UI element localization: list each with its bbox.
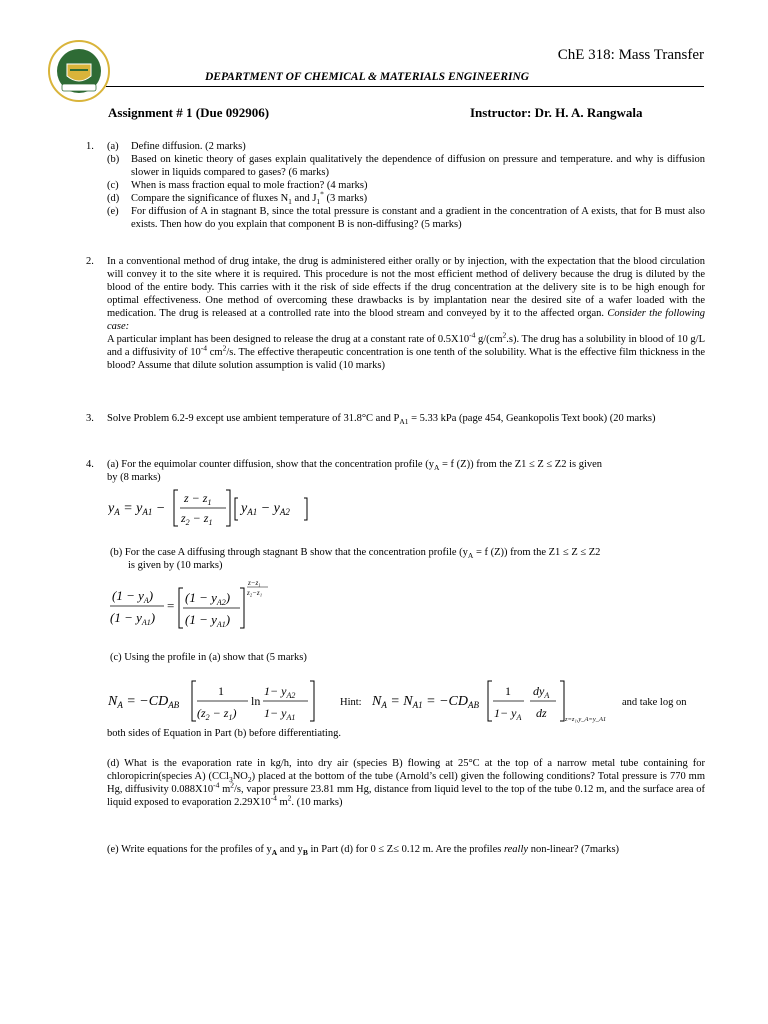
- question-2: [107, 255, 705, 372]
- svg-text:1− yA2: $1- y_{A2}$: [264, 684, 296, 700]
- svg-text:dyA: $dy_A$: [533, 684, 550, 700]
- question-4-number: 4.: [86, 459, 94, 470]
- question-1b: [107, 153, 705, 179]
- svg-text:(z2 − z1): $(z_2 - z_1)$: [197, 706, 237, 722]
- equation-4a: [108, 486, 318, 534]
- svg-text:z − z1: $z - z_1$: [184, 491, 212, 507]
- take-log-text: and take log on: [622, 697, 687, 708]
- label: (e): [107, 206, 119, 217]
- svg-text:yA = yA1 −: $y_A = y_{A1}$ −: [108, 501, 166, 517]
- question-4c-text: (c) Using the profile in (a) show that (5 marks): [110, 652, 307, 663]
- question-1e-text: For diffusion of A in stagnant B, since the total pressure is constant and a gradient in the concentration of A exists, that for B must also exists. Then how do you explain that component B is non-diffusing? (5 marks): [131, 206, 705, 230]
- both-sides-text: both sides of Equation in Part (b) before differentiating.: [107, 728, 341, 739]
- question-3-number: 3.: [86, 413, 94, 424]
- question-1c-text: When is mass fraction equal to mole fraction? (4 marks): [131, 180, 368, 191]
- question-4d-text: (d) What is the evaporation rate in kg/h, into dry air (species B) flowing at 25°C at the top of a narrow metal tube containing for chloropicrin(species A) $(CCl_3NO_2)$ placed at the bottom of the tube (Arnold’s cell) given the following conditions? Total pressure is 770 mm Hg, diffusivity $0.088X10^{-4}$ $m^2/s$, vapor pressure 23.81 mm Hg, distance from liquid level to the top of the tube 0.12 m, and the surface area of liquid exposed to evaporation $2.29X10^{-4}$ $m^2$. (10 marks): [107, 758, 705, 808]
- svg-text:=: =: [167, 598, 175, 613]
- university-logo: [48, 40, 110, 102]
- question-2-number: 2.: [86, 256, 94, 267]
- svg-text:(1 − yA2): $(1 - y_{A2})$: [185, 590, 231, 607]
- question-4a-text: (a) For the equimolar counter diffusion, show that the concentration profile ($y_A = f$ (Z)) from the Z1 ≤ Z ≤ Z2 is given by (8 marks): [107, 459, 603, 483]
- equation-4c: [108, 677, 328, 729]
- svg-text:z₂−z₁: z₂−z₁: [247, 589, 263, 597]
- question-4e-text: (e) Write equations for the profiles of $y_A$ and $y_B$ in Part (d) for 0 ≤ Z≤ 0.12 m. Are the profiles really non-linear? (7marks): [107, 844, 620, 858]
- svg-text:NA = NA1 = −CDAB: $N_A = N_{A1} = -CD_{AB}$: [372, 694, 479, 710]
- equation-hint: [372, 677, 622, 729]
- label: (c): [107, 180, 119, 191]
- svg-text:(1 − yA1): $(1 - y_{A1})$: [110, 610, 156, 627]
- svg-text:z−z₁: z−z₁: [248, 579, 261, 587]
- question-1b-text: Based on kinetic theory of gases explain qualitatively the dependence of diffusion on pressure and temperature. and why is diffusion slower in liquids compared to gases? (6 marks): [131, 154, 705, 178]
- question-1d: [107, 189, 705, 207]
- course-title: ChE 318: Mass Transfer: [557, 47, 704, 63]
- svg-text:ln: ln: [251, 694, 261, 708]
- svg-text:1− yA: $1- y_A$: [494, 706, 522, 722]
- label: (d): [107, 193, 120, 204]
- label: (a): [107, 141, 119, 152]
- svg-text:NA = −CDAB: $N_A = -CD_{AB}$: [108, 694, 180, 710]
- question-1-number: 1.: [86, 141, 94, 152]
- svg-text:1: 1: [218, 684, 224, 698]
- assignment-title: Assignment # 1 (Due 092906): [108, 105, 270, 120]
- svg-text:z2 − z1: $z_2 - z_1$: [181, 511, 213, 527]
- svg-text:(1 − yA1): $(1 - y_{A1})$: [185, 612, 231, 629]
- question-1a-text: Define diffusion. (2 marks): [131, 141, 246, 152]
- department-heading: DEPARTMENT OF CHEMICAL & MATERIALS ENGINEERING: [205, 71, 530, 83]
- svg-text:1: 1: [505, 684, 511, 698]
- svg-text:(1 − yA): $(1 - y_A)$: [112, 588, 154, 605]
- question-2-problem: A particular implant has been designed to release the drug at a constant rate of $0.5X10^{-4}$ $g/(cm^2.s)$. The drug has a solubility in blood of 10 g/L and a diffusivity of $10^{-4}$ $cm^2/s$. The effective therapeutic concentration is one tenth of the solubility. What is the effective film thickness in the blood? Assume that dilute solution assumption is valid (10 marks): [107, 330, 706, 371]
- question-1c: [107, 179, 705, 192]
- equation-4b: [108, 576, 278, 636]
- question-4b-text: (b) For the case A diffusing through stagnant B show that the concentration profile ($y_A = f$ (Z)) from the Z1 ≤ Z ≤ Z2 is given by (10 marks): [110, 547, 601, 571]
- question-1d-text: Compare the significance of fluxes $N_1$ and $J_1^*$ (3 marks): [131, 189, 368, 207]
- instructor-name: Instructor: Dr. H. A. Rangwala: [470, 105, 643, 120]
- question-3: Solve Problem 6.2-9 except use ambient temperature of 31.8°C and $P_{A1} = 5.33$ kPa (page 454, Geankopolis Text book) (20 marks): [107, 413, 656, 427]
- svg-text:yA1 − yA2: $y_{A1} - y_{A2}$: [241, 501, 290, 517]
- svg-text:z=z₁,y_A=y_A1: z=z₁,y_A=y_A1: [565, 716, 607, 723]
- question-2-case-intro: Consider the following case:: [107, 308, 705, 332]
- question-1a: [107, 140, 705, 153]
- question-1: [107, 140, 705, 231]
- question-1e: [107, 205, 705, 231]
- svg-text:dz: dz: [536, 706, 547, 720]
- label: (b): [107, 154, 120, 165]
- header-rule: [106, 86, 704, 87]
- question-2-context: In a conventional method of drug intake, the drug is administered either orally or by injection, with the expectation that the blood circulation will convey it to the site where it is required. This procedure is not the most efficient method of delivery because the drug is diluted by the blood of the entire body. This carries with it the risk of side effects if the drug concentration at the delivery site is to be high enough for optimal effectiveness. One method of overcoming these drawbacks is by implantation near the desired site of a wafer loaded with the medication. The drug is released at a controlled rate into the blood stream and conveyed by it to the affected organ.: [107, 256, 705, 319]
- hint-label: Hint:: [340, 697, 362, 708]
- svg-text:1− yA1: $1- y_{A1}$: [264, 706, 296, 722]
